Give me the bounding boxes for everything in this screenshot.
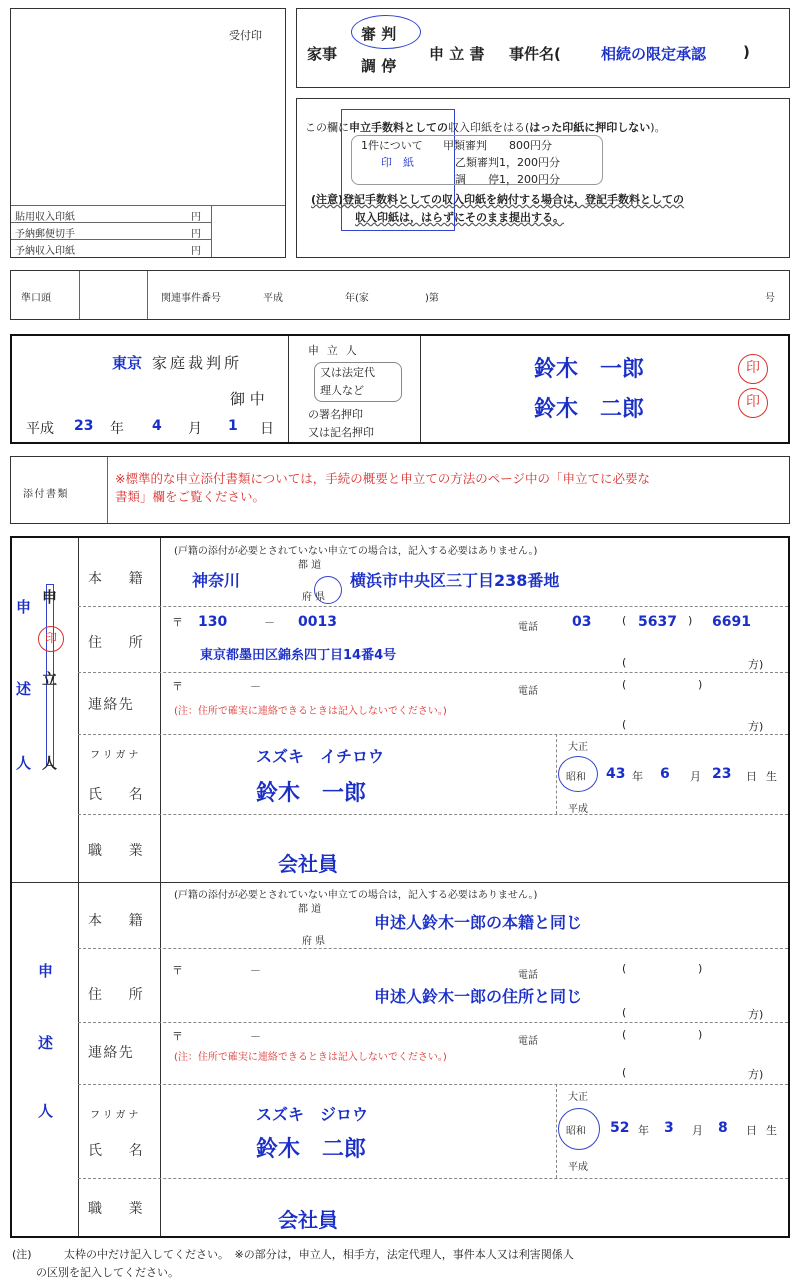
court-signature-box: [10, 334, 790, 444]
app2-era-taisho: 大正: [568, 1092, 588, 1103]
app2-role-a: 申: [38, 962, 54, 980]
attachments-text-1: ※標準的な申立添付書類については，手続の概要と申立ての方法のページ中の「申立てに必要な: [115, 471, 650, 486]
app1-phone-last: 6691: [712, 614, 751, 630]
notice-caution-1: (注意)登記手数料としての収入印紙を納付する場合は，登記手数料としての: [311, 193, 685, 206]
app2-role-c: 人: [38, 1102, 54, 1120]
stamp-word: 印 紙: [381, 156, 414, 169]
app2-contact-kata: 方): [748, 1068, 764, 1081]
notice-caution-2: 収入印紙は，はらずにそのまま提出する。: [355, 211, 564, 224]
app1-role-b: 述: [16, 680, 32, 698]
doc-title: 申 立 書: [429, 45, 485, 63]
app1-day-label: 日: [746, 770, 757, 783]
junkoto-label: 準口頭: [21, 293, 51, 304]
app2-day-label: 日: [746, 1124, 757, 1137]
app2-contact-kata-open: (: [622, 1066, 627, 1079]
app1-birth-year: 43: [606, 766, 626, 782]
app1-contact-dash: －: [250, 680, 261, 693]
app1-contact-phone-close: ): [698, 678, 703, 691]
app1-stamp-c: 人: [42, 754, 58, 772]
app1-contact-kata-open: (: [622, 718, 627, 731]
fee-chotei: 調 停1，200円分: [455, 173, 560, 186]
app1-era-heisei: 平成: [568, 804, 588, 815]
app2-era-showa: 昭和: [566, 1126, 586, 1137]
app2-addr-kata-open: (: [622, 1006, 627, 1019]
app1-birth-day: 23: [712, 766, 732, 782]
signer-1: 鈴木 一郎: [534, 357, 645, 382]
reference-row: [10, 270, 790, 320]
app1-phone-open: (: [622, 614, 627, 627]
case-type-chotei: 調 停: [361, 57, 397, 75]
app2-contact-note: (注：住所で確実に連絡できるときは記入しないでください。): [174, 1052, 447, 1063]
app1-contact-note: (注：住所で確実に連絡できるときは記入しないでください。): [174, 706, 447, 717]
app1-furigana-label: フリガナ: [90, 750, 142, 761]
app1-seal: 印: [38, 626, 64, 652]
app1-pref-circle: [314, 576, 342, 604]
app1-year-label: 年: [632, 770, 643, 783]
app1-postal-mark: 〒: [172, 616, 183, 629]
sig-sub-3: の署名押印: [308, 408, 363, 421]
app1-birth-month: 6: [660, 766, 670, 782]
app2-todo: 都 道: [298, 904, 322, 915]
date-era: 平成: [26, 421, 54, 437]
app1-job-label: 職 業: [88, 843, 149, 859]
app1-job: 会社員: [278, 852, 338, 876]
footer-note-label: (注): [12, 1248, 32, 1261]
stamp-notice-box: [296, 98, 790, 258]
app1-addr-kata-open: (: [622, 656, 627, 669]
app1-contact-phone-open: (: [622, 678, 627, 691]
related-case-label: 関連事件番号: [161, 293, 221, 304]
app2-postal-mark: 〒: [172, 964, 183, 977]
seal-1: 印: [738, 354, 768, 384]
app2-honseki-note: (戸籍の添付が必要とされていない申立ての場合は，記入する必要はありません。): [174, 890, 538, 901]
app2-birth-month: 3: [664, 1120, 674, 1136]
court-name: 東京: [112, 354, 143, 372]
app2-job-label: 職 業: [88, 1201, 149, 1217]
app2-contact-phone-label: 電話: [518, 1036, 538, 1047]
case-type-prefix: 家事: [307, 45, 338, 63]
app2-kana: スズキ ジロウ: [256, 1105, 369, 1124]
app2-birth-year: 52: [610, 1120, 630, 1136]
app1-era-taisho: 大正: [568, 742, 588, 753]
app1-kana: スズキ イチロウ: [256, 747, 385, 766]
app2-honseki: 申述人鈴木一郎の本籍と同じ: [374, 913, 583, 932]
app1-era-showa: 昭和: [566, 772, 586, 783]
app1-phone-label: 電話: [518, 622, 538, 633]
date-year-label: 年: [110, 421, 124, 437]
fee-otsu: 乙類審判1，200円分: [455, 156, 560, 169]
app2-contact-phone-open: (: [622, 1028, 627, 1041]
signer-2: 鈴木 二郎: [534, 397, 645, 422]
app2-contact-postal: 〒: [172, 1030, 183, 1043]
app2-era-heisei: 平成: [568, 1162, 588, 1173]
app1-born-label: 生: [766, 770, 777, 783]
app2-contact-label: 連絡先: [88, 1045, 135, 1061]
app1-address-label: 住 所: [88, 635, 149, 651]
date-month-label: 月: [188, 421, 202, 437]
date-month: 4: [152, 418, 162, 434]
attachments-text-2: 書類」欄をご覧ください。: [115, 489, 266, 504]
applicants-table: [10, 536, 790, 1238]
app2-phone-label: 電話: [518, 970, 538, 981]
app2-address: 申述人鈴木一郎の住所と同じ: [374, 987, 583, 1006]
app1-phone-area: 03: [572, 614, 592, 630]
case-type-shinpan: 審 判: [361, 25, 397, 43]
app1-contact-phone-label: 電話: [518, 686, 538, 697]
app1-postal-1: 130: [198, 614, 228, 630]
app2-phone-close: ): [698, 962, 703, 975]
related-year: 年(家: [345, 293, 369, 304]
app2-postal-dash: －: [250, 964, 261, 977]
sig-sub-1: 又は法定代: [320, 366, 375, 379]
app1-contact-kata: 方): [748, 720, 764, 733]
case-name-label: 事件名(: [509, 45, 561, 63]
app2-address-label: 住 所: [88, 987, 149, 1003]
title-box: [296, 8, 790, 88]
app1-phone-close: ): [688, 614, 693, 627]
footer-line-2: の区別を記入してください。: [36, 1266, 179, 1279]
app1-stamp-b: 立: [42, 670, 58, 688]
fee-prefix: 1件について: [361, 139, 423, 152]
onchu: 御 中: [230, 390, 265, 408]
sig-title: 申 立 人: [308, 344, 359, 357]
receipt-stamp-label: 受付印: [229, 29, 262, 42]
case-name-value: 相続の限定承認: [601, 45, 707, 63]
court-suffix: 家庭裁判所: [152, 354, 243, 372]
app2-born-label: 生: [766, 1124, 777, 1137]
related-go: 号: [765, 293, 775, 304]
fee-kou: 甲類審判 800円分: [443, 139, 552, 152]
app1-todo: 都 道: [298, 560, 322, 571]
app1-honseki-note: (戸籍の添付が必要とされていない申立ての場合は，記入する必要はありません。): [174, 546, 538, 557]
app1-prefecture: 神奈川: [192, 571, 241, 590]
app2-name: 鈴木 二郎: [256, 1137, 367, 1162]
app1-contact-postal: 〒: [172, 680, 183, 693]
date-year: 23: [74, 418, 94, 434]
receipt-stamp-box: [10, 8, 286, 258]
app1-name: 鈴木 一郎: [256, 781, 367, 806]
app1-postal-2: 0013: [298, 614, 337, 630]
app2-phone-open: (: [622, 962, 627, 975]
case-name-close: ): [743, 43, 750, 61]
app2-name-label: 氏 名: [88, 1143, 149, 1159]
date-day-label: 日: [260, 421, 274, 437]
app2-addr-kata: 方): [748, 1008, 764, 1021]
app1-name-label: 氏 名: [88, 787, 149, 803]
stamp-row-0: 貼用収入印紙 円: [15, 212, 201, 223]
app2-month-label: 月: [692, 1124, 703, 1137]
stamp-row-2: 予納収入印紙 円: [15, 246, 201, 257]
app2-birth-day: 8: [718, 1120, 728, 1136]
related-era: 平成: [263, 293, 283, 304]
app2-contact-phone-close: ): [698, 1028, 703, 1041]
sig-sub-4: 又は記名押印: [308, 426, 374, 439]
app2-contact-dash: －: [250, 1030, 261, 1043]
app2-year-label: 年: [638, 1124, 649, 1137]
seal-2: 印: [738, 388, 768, 418]
app1-honseki-label: 本 籍: [88, 571, 149, 587]
app1-stamp-a: 申: [42, 588, 58, 606]
related-dai: )第: [425, 293, 439, 304]
app1-address: 東京都墨田区錦糸四丁目14番4号: [200, 648, 397, 663]
attachments-label: 添付書類: [23, 489, 69, 500]
stamp-row-1: 予納郵便切手 円: [15, 229, 201, 240]
attachments-row: [10, 456, 790, 524]
app2-furigana-label: フリガナ: [90, 1110, 142, 1121]
app1-fuken: 府 県: [302, 592, 326, 603]
sig-sub-2: 理人など: [320, 384, 364, 397]
app1-role-c: 人: [16, 754, 32, 772]
footer-note: [12, 1246, 792, 1279]
app1-role-a: 申: [16, 598, 32, 616]
app2-fuken: 府 県: [302, 936, 326, 947]
app2-honseki-label: 本 籍: [88, 913, 149, 929]
app1-addr-kata: 方): [748, 658, 764, 671]
date-day: 1: [228, 418, 238, 434]
app1-phone-mid: 5637: [638, 614, 677, 630]
app1-postal-dash: －: [264, 616, 275, 629]
app1-month-label: 月: [690, 770, 701, 783]
app1-contact-label: 連絡先: [88, 697, 135, 713]
notice-line-1: この欄に申立手数料としての収入印紙をはる(はった印紙に押印しない)。: [305, 121, 666, 134]
app2-job: 会社員: [278, 1208, 338, 1232]
app2-role-b: 述: [38, 1034, 54, 1052]
footer-line-1: 太枠の中だけ記入してください。 ※の部分は，申立人，相手方，法定代理人，事件本人又は利害関係人: [64, 1248, 574, 1261]
app1-honseki-rest: 横浜市中央区三丁目238番地: [350, 571, 560, 590]
